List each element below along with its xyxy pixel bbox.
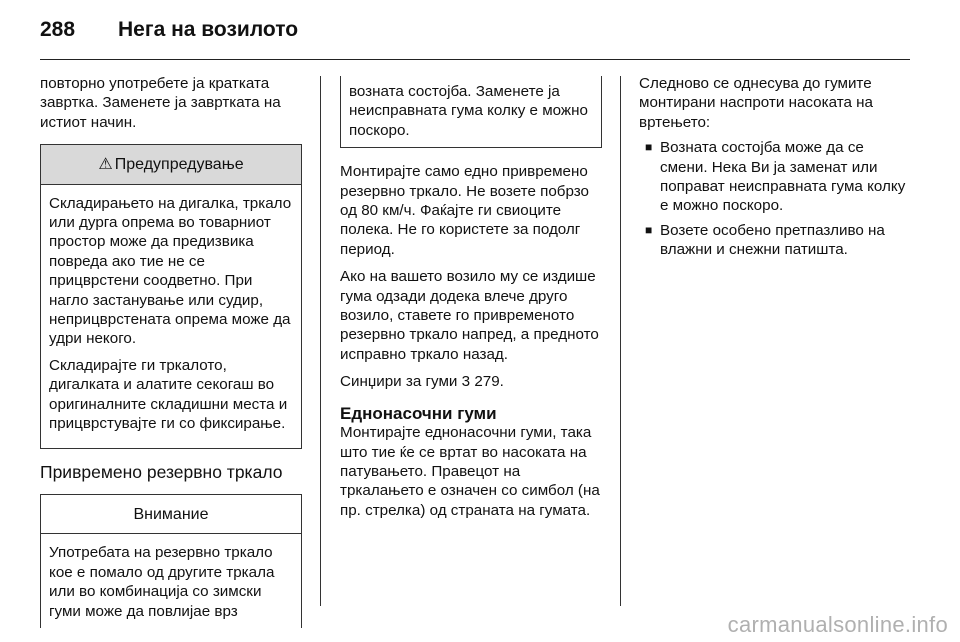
attention-text: Употребата на резервно тркало кое е помало од другите тркала или во комбинација со зимски гуми може да повлијае врз [49, 544, 275, 620]
intro-col3: Следново се однесува до гумите монтирани наспроти насоката на вртењето: [639, 75, 873, 131]
attention-box-title: Внимание [41, 495, 301, 534]
watermark: carmanualsonline.info [727, 612, 948, 637]
column-1 [40, 74, 302, 628]
column-divider-2 [620, 76, 621, 606]
subheading-directional-tires: Еднонасочни гуми [340, 403, 497, 423]
warning-box [40, 144, 302, 448]
warning-box-title [41, 145, 301, 184]
warning-box-body [41, 185, 301, 448]
attention-continuation-text: возната состојба. Заменете ја неисправната гума колку е можно поскоро. [349, 83, 588, 139]
list-item-text: Возната состојба може да се смени. Нека Ви ја заменат или поправат неисправната гума колку е можно поскоро. [660, 139, 906, 215]
chains-ref-text: Синџири за гуми [340, 373, 458, 391]
page-header [40, 18, 298, 42]
list-item-text: Возете особено претпазливо на влажни и снежни патишта. [660, 221, 885, 259]
attention-box [40, 494, 302, 628]
paragraph-chains-ref [340, 372, 602, 391]
bullet-square-icon: ■ [645, 222, 653, 237]
header-rule [40, 59, 910, 60]
list-item [639, 221, 909, 260]
bullet-list [639, 138, 909, 259]
page-title: Нега на возилото [118, 18, 299, 41]
section-heading: Привремено резервно тркало [40, 461, 283, 482]
paragraph-directional-tires: Монтирајте еднонасочни гуми, така што тие ќе се вртат во насоката на патувањето. Правецот на тркалањето е означен со симбол (на пр. стрелка) од страната на гумата. [340, 424, 600, 519]
attention-box-continuation [340, 76, 602, 148]
list-item [639, 138, 909, 216]
warning-triangle-icon: ⚠ [98, 156, 113, 174]
chains-ref-page: 279. [474, 373, 504, 391]
paragraph-rear-tire: Ако на вашето возило му се издише гума одзади додека влече друго возило, ставете го привременото резервно тркало напред, а предното исправно тркало назад. [340, 268, 599, 363]
warning-title-text: Предупредување [114, 156, 244, 174]
page-ref-arrow-icon: 3 [461, 373, 471, 391]
attention-box-body [41, 534, 301, 628]
paragraph-spare-usage: Монтирајте само едно привремено резервно тркало. Не возете побрзо од 80 км/ч. Фаќајте ги свиоците полека. Не го користете за подолг период. [340, 163, 589, 258]
column-3 [639, 74, 909, 265]
attention-continuation-body [341, 76, 601, 147]
bullet-square-icon: ■ [645, 140, 653, 155]
column-divider-1 [320, 76, 321, 606]
intro-paragraph: повторно употребете ја кратката завртка. Заменете ја завртката на истиот начин. [40, 75, 281, 131]
warning-paragraph-1: Складирањето на дигалка, тркало или дурга опрема во товарниот простор може да предизвика повреда ако тие не се прицврстени соодветно. При нагло застанување или судир, неприцврстената опрема може да удри некого. [49, 194, 292, 348]
warning-paragraph-2: Складирајте ги тркалото, дигалката и алатите секогаш во оригиналните складишни места и прицврстувајте ги со фиксирање. [49, 356, 288, 433]
page-number: 288 [40, 18, 76, 41]
column-2 [340, 76, 602, 528]
